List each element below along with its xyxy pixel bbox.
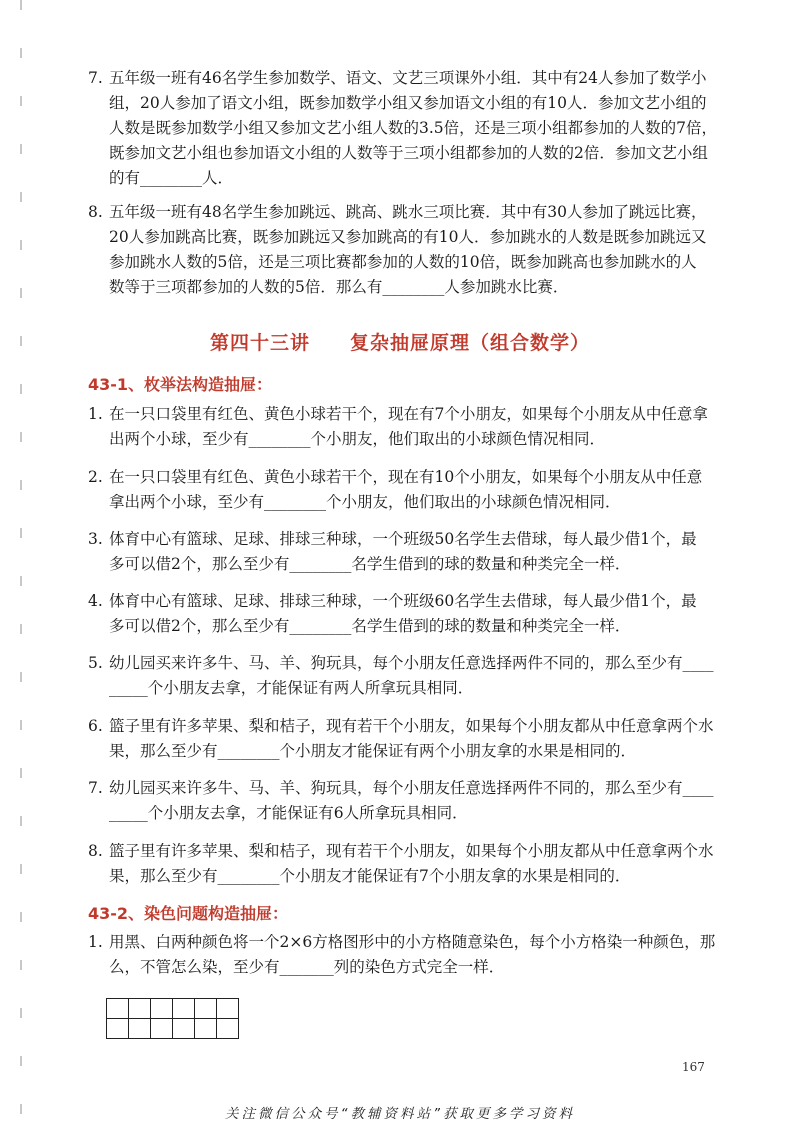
grid-cell — [217, 1019, 239, 1039]
problem-number: 2. — [88, 468, 103, 486]
problem-8-top — [88, 200, 708, 300]
problem-number: 8. — [88, 842, 103, 860]
section1-problem-2 — [88, 465, 702, 515]
problem-line: 么，不管怎么染，至少有_______列的染色方式完全一样． — [109, 958, 505, 976]
problem-line: 多可以借2个，那么至少有________名学生借到的球的数量和种类完全一样． — [109, 555, 631, 573]
section2-problem-1 — [88, 930, 715, 980]
problem-line: 幼儿园买来许多牛、马、羊、狗玩具，每个小朋友任意选择两件不同的，那么至少有____ — [109, 779, 714, 797]
problem-line: 多可以借2个，那么至少有________名学生借到的球的数量和种类完全一样． — [109, 617, 631, 635]
problem-line: 体育中心有篮球、足球、排球三种球，一个班级60名学生去借球，每人最少借1个，最 — [109, 592, 697, 610]
section-heading-43-1: 43-1、枚举法构造抽屉： — [88, 375, 273, 394]
section1-problem-8 — [88, 839, 714, 889]
problem-number: 8. — [88, 203, 103, 221]
problem-line: 果，那么至少有________个小朋友才能保证有7个小朋友拿的水果是相同的． — [109, 867, 631, 885]
section-heading-43-2: 43-2、染色问题构造抽屉： — [88, 904, 289, 923]
problem-7-top — [88, 66, 718, 191]
problem-number: 4. — [88, 592, 103, 610]
problem-line: 出两个小球，至少有________个小朋友，他们取出的小球颜色情况相同． — [109, 430, 606, 448]
problem-line: 数等于三项都参加的人数的5倍．那么有________人参加跳水比赛． — [109, 278, 569, 296]
problem-number: 3. — [88, 530, 103, 548]
grid-cell — [195, 999, 217, 1019]
problem-line: 既参加文艺小组也参加语文小组的人数等于三项小组都参加的人数的2倍．参加文艺小组 — [109, 144, 708, 162]
problem-line: 的有________人． — [109, 169, 234, 187]
problem-line: 人数是既参加数学小组又参加文艺小组人数的3.5倍，还是三项小组都参加的人数的7倍， — [109, 119, 718, 137]
problem-line: 用黑、白两种颜色将一个2×6方格图形中的小方格随意染色，每个小方格染一种颜色，那 — [109, 933, 716, 951]
problem-line: 果，那么至少有________个小朋友才能保证有两个小朋友拿的水果是相同的． — [109, 742, 637, 760]
grid-2x6-figure — [106, 998, 239, 1039]
section1-problem-5 — [88, 651, 714, 701]
grid-cell — [195, 1019, 217, 1039]
page-number: 167 — [682, 1060, 705, 1074]
problem-line: 在一只口袋里有红色、黄色小球若干个，现在有7个小朋友，如果每个小朋友从中任意拿 — [109, 405, 708, 423]
problem-number: 6. — [88, 717, 103, 735]
problem-line: 拿出两个小球，至少有________个小朋友，他们取出的小球颜色情况相同． — [109, 493, 621, 511]
lecture-title: 第四十三讲 复杂抽屉原理（组合数学） — [209, 332, 590, 354]
problem-number: 7. — [88, 69, 103, 87]
problem-line: 组，20人参加了语文小组，既参加数学小组又参加语文小组的有10人．参加文艺小组的 — [109, 94, 707, 112]
problem-line: _____个小朋友去拿，才能保证有两人所拿玩具相同． — [109, 679, 474, 697]
grid-cell — [173, 999, 195, 1019]
problem-line: 20人参加跳高比赛，既参加跳远又参加跳高的有10人．参加跳水的人数是既参加跳远又 — [109, 228, 707, 246]
problem-number: 1. — [88, 933, 103, 951]
problem-line: _____个小朋友去拿，才能保证有6人所拿玩具相同． — [109, 804, 468, 822]
problem-line: 在一只口袋里有红色、黄色小球若干个，现在有10个小朋友，如果每个小朋友从中任意 — [109, 468, 703, 486]
problem-line: 篮子里有许多苹果、梨和桔子，现有若干个小朋友，如果每个小朋友都从中任意拿两个水 — [109, 717, 714, 735]
grid-cell — [217, 999, 239, 1019]
problem-line: 参加跳水人数的5倍，还是三项比赛都参加的人数的10倍，既参加跳高也参加跳水的人 — [109, 253, 697, 271]
grid-cell — [107, 999, 129, 1019]
section1-problem-4 — [88, 589, 697, 639]
section1-problem-6 — [88, 714, 714, 764]
binding-holes — [20, 0, 22, 1131]
grid-cell — [151, 999, 173, 1019]
problem-number: 5. — [88, 654, 103, 672]
grid-cell — [129, 1019, 151, 1039]
section1-problem-3 — [88, 527, 697, 577]
footer-watermark: 关注微信公众号“教辅资料站”获取更多学习资料 — [225, 1106, 575, 1122]
problem-line: 体育中心有篮球、足球、排球三种球，一个班级50名学生去借球，每人最少借1个，最 — [109, 530, 697, 548]
section1-problem-7 — [88, 776, 714, 826]
grid-cell — [151, 1019, 173, 1039]
section1-problem-1 — [88, 402, 708, 452]
grid-cell — [173, 1019, 195, 1039]
problem-line: 五年级一班有46名学生参加数学、语文、文艺三项课外小组．其中有24人参加了数学小 — [109, 69, 707, 87]
problem-line: 幼儿园买来许多牛、马、羊、狗玩具，每个小朋友任意选择两件不同的，那么至少有____ — [109, 654, 714, 672]
problem-line: 五年级一班有48名学生参加跳远、跳高、跳水三项比赛．其中有30人参加了跳远比赛， — [109, 203, 707, 221]
problem-number: 1. — [88, 405, 103, 423]
problem-line: 篮子里有许多苹果、梨和桔子，现有若干个小朋友，如果每个小朋友都从中任意拿两个水 — [109, 842, 714, 860]
grid-cell — [129, 999, 151, 1019]
problem-number: 7. — [88, 779, 103, 797]
grid-cell — [107, 1019, 129, 1039]
